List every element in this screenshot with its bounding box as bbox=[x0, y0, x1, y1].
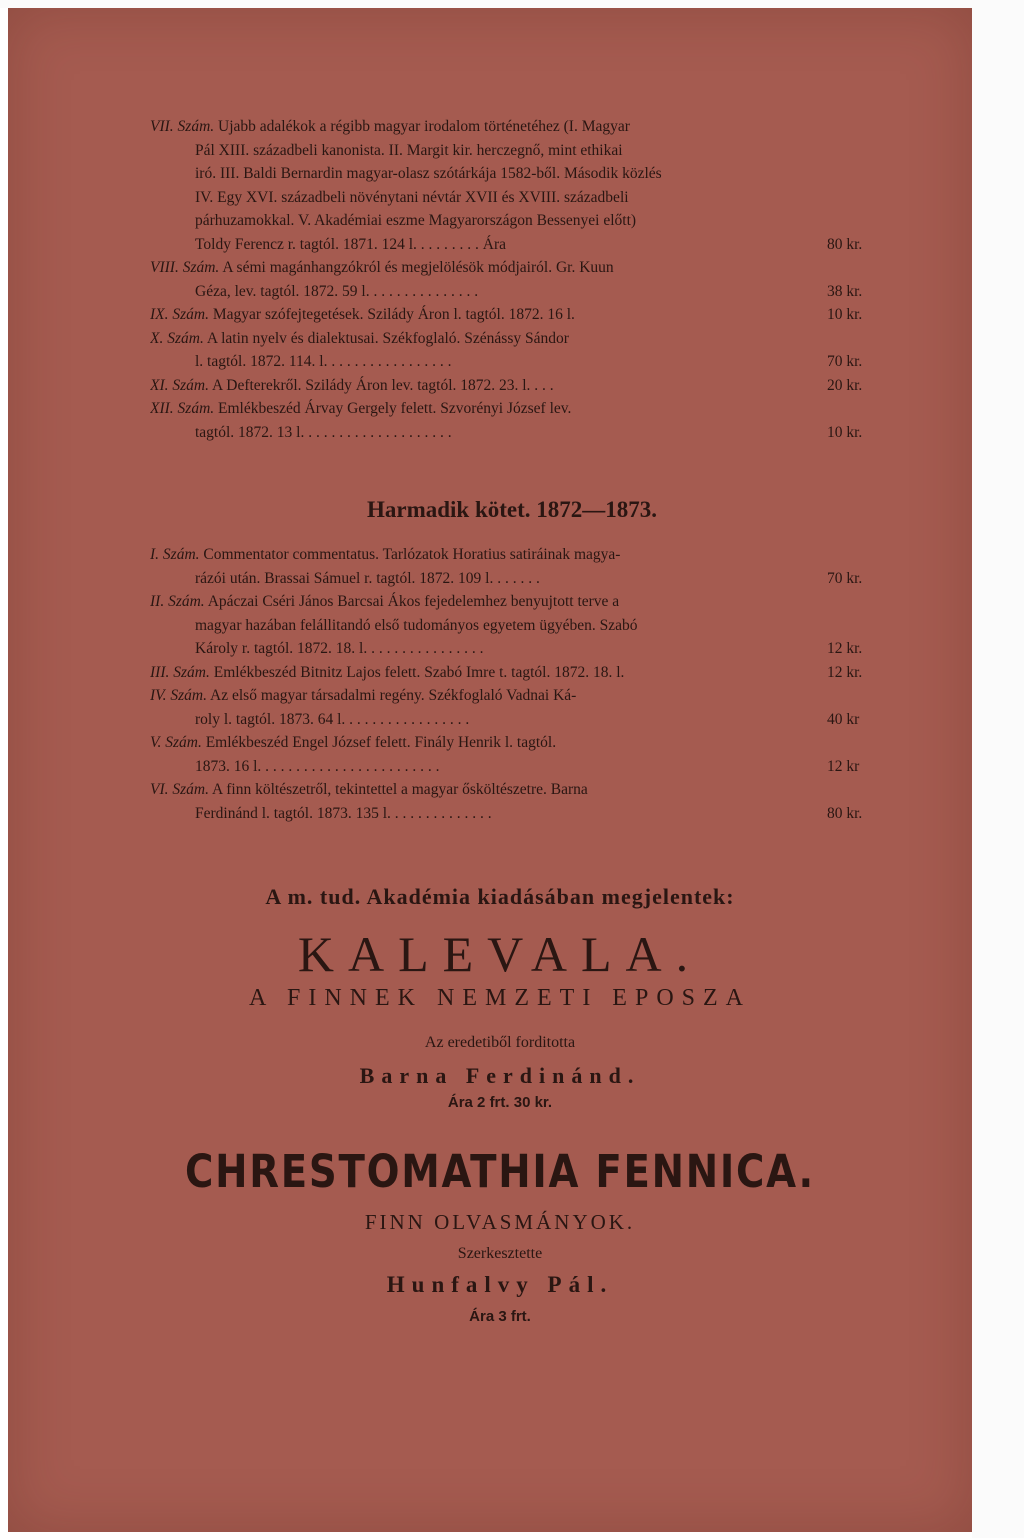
kalevala-price: Ára 2 frt. 30 kr. bbox=[447, 1094, 553, 1111]
catalog-entry bbox=[150, 684, 885, 731]
entry-line bbox=[150, 350, 885, 374]
entry-line bbox=[150, 802, 885, 826]
entry-text: A latin nyelv és dialektusai. Székfoglaló. Szénássy Sándor bbox=[206, 329, 569, 347]
entry-price: 70 kr. bbox=[827, 353, 863, 370]
entry-number: X. bbox=[150, 329, 164, 347]
entry-line bbox=[150, 115, 885, 139]
entry-number: VII. bbox=[150, 118, 174, 135]
entry-line bbox=[150, 421, 885, 445]
entry-number: IV. bbox=[150, 687, 167, 704]
catalog-entry bbox=[150, 303, 885, 327]
entry-number: I. bbox=[150, 546, 160, 563]
entry-text: tagtól. 1872. 13 l. . . . . . . . . . . . . . . . . . . . bbox=[195, 423, 452, 441]
entry-line bbox=[150, 778, 885, 802]
entry-text: IV. Egy XVI. századbeli növénytani névtár XVII és XVIII. századbeli bbox=[195, 188, 629, 206]
kalevala-translated-note: Az eredetiből forditotta bbox=[424, 1034, 576, 1051]
entry-text: Károly r. tagtól. 1872. 18. l. . . . . . . . . . . . . . . . bbox=[195, 640, 484, 657]
entry-line bbox=[150, 614, 885, 638]
entry-line bbox=[150, 708, 885, 732]
catalog-entry bbox=[150, 327, 885, 374]
entry-line bbox=[150, 209, 885, 233]
entry-text: Magyar szófejtegetések. Szilády Áron l. tagtól. 1872. 16 l. bbox=[212, 306, 575, 323]
entry-szam-label: Szám. bbox=[167, 329, 204, 347]
entry-line bbox=[150, 397, 885, 421]
entry-text: Emlékbeszéd Engel József felett. Finály Henrik l. tagtól. bbox=[205, 734, 557, 751]
entry-text: roly l. tagtól. 1873. 64 l. . . . . . . . . . . . . . . . . bbox=[195, 710, 470, 728]
entry-text: Emlékbeszéd Árvay Gergely felett. Szvorényi József lev. bbox=[218, 400, 572, 417]
entry-number: VI. bbox=[150, 781, 169, 798]
entry-line bbox=[150, 233, 885, 257]
entry-text: l. tagtól. 1872. 114. l. . . . . . . . . . . . . . . . . bbox=[195, 353, 452, 370]
entry-text: 1873. 16 l. . . . . . . . . . . . . . . . . . . . . . . . bbox=[195, 757, 440, 775]
entry-text: párhuzamokkal. V. Akadémiai eszme Magyarországon Bessenyei előtt) bbox=[195, 212, 637, 229]
catalog-entry bbox=[150, 397, 885, 444]
catalog-entry bbox=[150, 661, 885, 685]
entry-szam-label: Szám. bbox=[177, 400, 215, 417]
volume-title: Harmadik kötet. 1872—1873. bbox=[366, 497, 658, 522]
entry-price: 12 kr bbox=[827, 757, 860, 775]
entry-text: Ferdinánd l. tagtól. 1873. 135 l. . . . . . . . . . . . . . bbox=[195, 804, 492, 822]
entry-text: Apáczai Cséri János Barcsai Ákos fejedelemhez benyujtott terve a bbox=[207, 593, 620, 610]
catalog-entry bbox=[150, 115, 885, 256]
entry-text: rázói után. Brassai Sámuel r. tagtól. 1872. 109 l. . . . . . . bbox=[195, 569, 540, 587]
entry-line bbox=[150, 327, 885, 351]
entry-line bbox=[150, 731, 885, 755]
entry-number: XII. bbox=[150, 400, 174, 417]
entry-szam-label: Szám. bbox=[182, 259, 220, 276]
entry-line bbox=[150, 637, 885, 661]
publisher-heading: A m. tud. Akadémia kiadásában megjelentek: bbox=[265, 884, 735, 909]
entry-line bbox=[150, 256, 885, 280]
catalog-entry bbox=[150, 731, 885, 778]
entry-price: 70 kr. bbox=[827, 569, 863, 587]
catalog-entry bbox=[150, 778, 885, 825]
entry-szam-label: Szám. bbox=[170, 687, 207, 704]
entry-szam-label: Szám. bbox=[162, 546, 200, 563]
entry-szam-label: Szám. bbox=[165, 734, 202, 751]
chrestomathia-edited-note: Szerkesztette bbox=[457, 1245, 543, 1262]
entry-szam-label: Szám. bbox=[172, 306, 209, 323]
entry-price: 80 kr. bbox=[827, 804, 863, 822]
entry-text: Toldy Ferencz r. tagtól. 1871. 124 l. . . . . . . . . Ára bbox=[195, 235, 507, 253]
entry-text: Pál XIII. századbeli kanonista. II. Margit kir. herczegnő, mint ethikai bbox=[195, 141, 623, 159]
volume-entry-list bbox=[150, 543, 885, 825]
entry-text: iró. III. Baldi Bernardin magyar-olasz szótárkája 1582-ből. Második közlés bbox=[195, 165, 662, 182]
entry-number: II. bbox=[150, 593, 165, 610]
entry-line bbox=[150, 374, 885, 398]
entry-line bbox=[150, 280, 885, 304]
entry-text: A sémi magánhangzókról és megjelölésök módjairól. Gr. Kuun bbox=[222, 259, 614, 276]
entry-line bbox=[150, 755, 885, 779]
entry-line bbox=[150, 543, 885, 567]
entry-line bbox=[150, 186, 885, 210]
entry-szam-label: Szám. bbox=[172, 781, 209, 798]
catalog-entry bbox=[150, 374, 885, 398]
chrestomathia-title: CHRESTOMATHIA FENNICA. bbox=[185, 1145, 815, 1198]
entry-text: Géza, lev. tagtól. 1872. 59 l. . . . . . . . . . . . . . . bbox=[195, 282, 479, 300]
catalog-entry bbox=[150, 543, 885, 590]
entry-number: III. bbox=[150, 663, 170, 681]
entry-text: Az első magyar társadalmi regény. Székfoglaló Vadnai Ká- bbox=[210, 687, 577, 704]
entry-number: V. bbox=[150, 734, 162, 751]
entry-line bbox=[150, 139, 885, 163]
entry-price: 80 kr. bbox=[827, 235, 863, 253]
entry-number: VIII. bbox=[150, 259, 179, 276]
chrestomathia-subtitle: FINN OLVASMÁNYOK. bbox=[364, 1210, 636, 1234]
catalog-entry bbox=[150, 256, 885, 303]
series-entry-list bbox=[150, 115, 885, 444]
entry-price: 12 kr. bbox=[827, 640, 863, 657]
entry-text: magyar hazában felállitandó első tudományos egyetem ügyében. Szabó bbox=[195, 616, 638, 634]
entry-line bbox=[150, 661, 885, 685]
entry-szam-label: Szám. bbox=[177, 118, 215, 135]
entry-line bbox=[150, 567, 885, 591]
entry-price: 10 kr. bbox=[827, 423, 863, 441]
kalevala-title: KALEVALA. bbox=[297, 926, 703, 982]
kalevala-subtitle: A FINNEK NEMZETI EPOSZA bbox=[249, 985, 751, 1011]
entry-line bbox=[150, 684, 885, 708]
catalog-entry bbox=[150, 590, 885, 661]
entry-line bbox=[150, 162, 885, 186]
entry-szam-label: Szám. bbox=[168, 593, 205, 610]
entry-szam-label: Szám. bbox=[173, 663, 210, 681]
entry-price: 20 kr. bbox=[827, 376, 863, 394]
entry-price: 40 kr bbox=[827, 710, 860, 728]
kalevala-translator: Barna Ferdinánd. bbox=[359, 1063, 641, 1088]
entry-price: 38 kr. bbox=[827, 282, 863, 300]
entry-text: A Defterekről. Szilády Áron lev. tagtól. 1872. 23. l. . . . bbox=[212, 376, 554, 394]
entry-line bbox=[150, 590, 885, 614]
scan-right-margin bbox=[972, 0, 1024, 1538]
entry-szam-label: Szám. bbox=[172, 376, 209, 394]
entry-price: 10 kr. bbox=[827, 306, 863, 323]
entry-text: A finn költészetről, tekintettel a magyar ősköltészetre. Barna bbox=[212, 781, 588, 798]
scan-top-margin bbox=[0, 0, 1024, 8]
entry-number: XI. bbox=[150, 376, 169, 394]
entry-line bbox=[150, 303, 885, 327]
entry-text: Ujabb adalékok a régibb magyar irodalom történetéhez (I. Magyar bbox=[218, 118, 630, 135]
chrestomathia-price: Ára 3 frt. bbox=[469, 1308, 531, 1325]
entry-price: 12 kr. bbox=[827, 663, 863, 681]
chrestomathia-editor: Hunfalvy Pál. bbox=[386, 1272, 614, 1297]
entry-number: IX. bbox=[150, 306, 169, 323]
entry-text: Emlékbeszéd Bitnitz Lajos felett. Szabó Imre t. tagtól. 1872. 18. l. bbox=[213, 663, 625, 681]
entry-text: Commentator commentatus. Tarlózatok Horatius satiráinak magya- bbox=[203, 546, 621, 563]
